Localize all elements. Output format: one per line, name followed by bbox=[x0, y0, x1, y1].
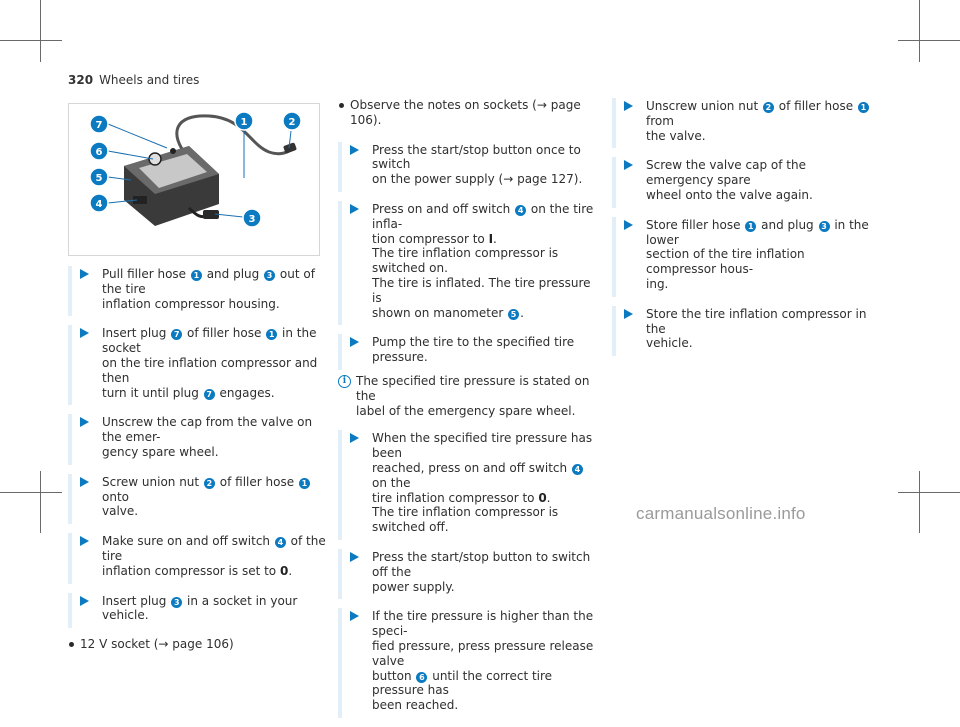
crop-mark bbox=[919, 471, 920, 533]
callout-3 bbox=[243, 209, 261, 227]
callout-2 bbox=[283, 112, 301, 130]
step-arrow-icon bbox=[350, 611, 359, 621]
page-reference-link[interactable]: page 106). bbox=[350, 98, 581, 127]
step-arrow-icon bbox=[80, 596, 89, 606]
svg-text:7: 7 bbox=[95, 120, 103, 131]
column-1 bbox=[68, 266, 330, 659]
column-2 bbox=[338, 98, 600, 727]
callout-number: 4 bbox=[572, 464, 583, 475]
crop-mark bbox=[40, 471, 41, 533]
step-arrow-icon bbox=[80, 536, 89, 546]
callout-4 bbox=[90, 194, 108, 212]
column-3 bbox=[612, 98, 874, 365]
page-header bbox=[68, 73, 199, 87]
step-arrow-icon bbox=[80, 477, 89, 487]
instruction-step: Press on and off switch 4 on the tire infla- tion compressor to I. The tire inflation compressor is switched on. The tire is inflated. The tire pressure is shown on manometer 5 . bbox=[338, 201, 600, 325]
svg-text:5: 5 bbox=[95, 173, 103, 184]
callout-number: 2 bbox=[204, 478, 215, 489]
instruction-step: Store filler hose 1 and plug 3 in the lower section of the tire inflation compressor hous- ing. bbox=[612, 217, 874, 297]
callout-number: 1 bbox=[299, 478, 310, 489]
callout-number: 3 bbox=[264, 270, 275, 281]
callout-1 bbox=[235, 112, 253, 130]
callout-number: 2 bbox=[763, 102, 774, 113]
instruction-step: Pump the tire to the specified tire pressure. bbox=[338, 334, 600, 370]
info-note: i The specified tire pressure is stated on the label of the emergency spare wheel. bbox=[338, 374, 600, 418]
svg-text:2: 2 bbox=[288, 117, 296, 128]
instruction-step: Press the start/stop button once to switch on the power supply (→ page 127). bbox=[338, 142, 600, 192]
callout-number: 1 bbox=[858, 102, 869, 113]
callout-number: 4 bbox=[275, 537, 286, 548]
release-valve-button bbox=[170, 148, 176, 154]
step-arrow-icon bbox=[80, 417, 89, 427]
svg-text:4: 4 bbox=[95, 199, 103, 210]
callout-number: 4 bbox=[515, 205, 526, 216]
callout-number: 1 bbox=[266, 329, 277, 340]
instruction-step: Pull filler hose 1 and plug 3 out of the tire inflation compressor housing. bbox=[68, 266, 330, 316]
svg-text:3: 3 bbox=[248, 214, 256, 225]
crop-mark bbox=[0, 40, 62, 41]
step-arrow-icon bbox=[624, 220, 633, 230]
section-title: Wheels and tires bbox=[99, 73, 200, 87]
compressor-drawing bbox=[69, 104, 319, 255]
instruction-step: Make sure on and off switch 4 of the tire inflation compressor is set to 0. bbox=[68, 533, 330, 583]
instruction-step: When the specified tire pressure has been reached, press on and off switch 4 on the tire inflation compressor to 0. The tire inflation compressor is switched off. bbox=[338, 430, 600, 540]
crop-mark bbox=[898, 40, 960, 41]
callout-5 bbox=[90, 168, 108, 186]
instruction-step: Press the start/stop button to switch off the power supply. bbox=[338, 549, 600, 599]
step-arrow-icon bbox=[350, 337, 359, 347]
step-arrow-icon bbox=[350, 145, 359, 155]
step-arrow-icon bbox=[350, 204, 359, 214]
page-ref-arrow-icon: → bbox=[503, 172, 514, 187]
compressor-illustration bbox=[68, 103, 320, 256]
bullet-item: 12 V socket (→ page 106) bbox=[68, 637, 330, 652]
info-icon: i bbox=[338, 375, 351, 388]
crop-mark bbox=[898, 492, 960, 493]
page-reference-link[interactable]: page 106) bbox=[168, 637, 234, 652]
filler-hose bbox=[177, 116, 291, 156]
step-arrow-icon bbox=[624, 309, 633, 319]
instruction-step: If the tire pressure is higher than the speci- fied pressure, press pressure release valve button 6 until the correct tire pressure has been reached. bbox=[338, 608, 600, 718]
instruction-step: Insert plug 7 of filler hose 1 in the socket on the tire inflation compressor and then turn it until plug 7 engages. bbox=[68, 325, 330, 405]
instruction-step: Screw the valve cap of the emergency spare wheel onto the valve again. bbox=[612, 157, 874, 207]
callout-number: 1 bbox=[745, 221, 756, 232]
callout-number: 7 bbox=[204, 389, 215, 400]
crop-mark bbox=[0, 492, 62, 493]
step-arrow-icon bbox=[624, 160, 633, 170]
crop-mark bbox=[40, 0, 41, 62]
instruction-step: Insert plug 3 in a socket in your vehicle. bbox=[68, 593, 330, 629]
callout-7 bbox=[90, 115, 108, 133]
bullet-dot-icon bbox=[69, 642, 74, 647]
svg-text:1: 1 bbox=[240, 117, 248, 128]
callout-number: 1 bbox=[191, 270, 202, 281]
bullet-dot-icon bbox=[339, 103, 344, 108]
instruction-step: Screw union nut 2 of filler hose 1 onto valve. bbox=[68, 474, 330, 524]
step-arrow-icon bbox=[350, 433, 359, 443]
callout-number: 3 bbox=[819, 221, 830, 232]
bullet-item: Observe the notes on sockets (→ page 106). bbox=[338, 98, 600, 128]
step-arrow-icon bbox=[80, 269, 89, 279]
page-ref-arrow-icon: → bbox=[158, 637, 169, 652]
watermark: carmanualsonline.info bbox=[636, 504, 806, 523]
callout-number: 6 bbox=[416, 672, 427, 683]
instruction-step: Store the tire inflation compressor in the vehicle. bbox=[612, 306, 874, 356]
step-arrow-icon bbox=[80, 328, 89, 338]
instruction-step: Unscrew union nut 2 of filler hose 1 from the valve. bbox=[612, 98, 874, 148]
callout-6 bbox=[90, 142, 108, 160]
callout-number: 5 bbox=[508, 309, 519, 320]
svg-text:6: 6 bbox=[95, 147, 103, 158]
callout-number: 7 bbox=[171, 329, 182, 340]
crop-mark bbox=[919, 0, 920, 62]
page-number: 320 bbox=[68, 73, 94, 87]
page-ref-arrow-icon: → bbox=[536, 98, 547, 112]
step-arrow-icon bbox=[624, 101, 633, 111]
page-reference-link[interactable]: page 127). bbox=[513, 172, 583, 187]
step-arrow-icon bbox=[350, 552, 359, 562]
instruction-step: Unscrew the cap from the valve on the emer- gency spare wheel. bbox=[68, 414, 330, 464]
callout-number: 3 bbox=[171, 597, 182, 608]
